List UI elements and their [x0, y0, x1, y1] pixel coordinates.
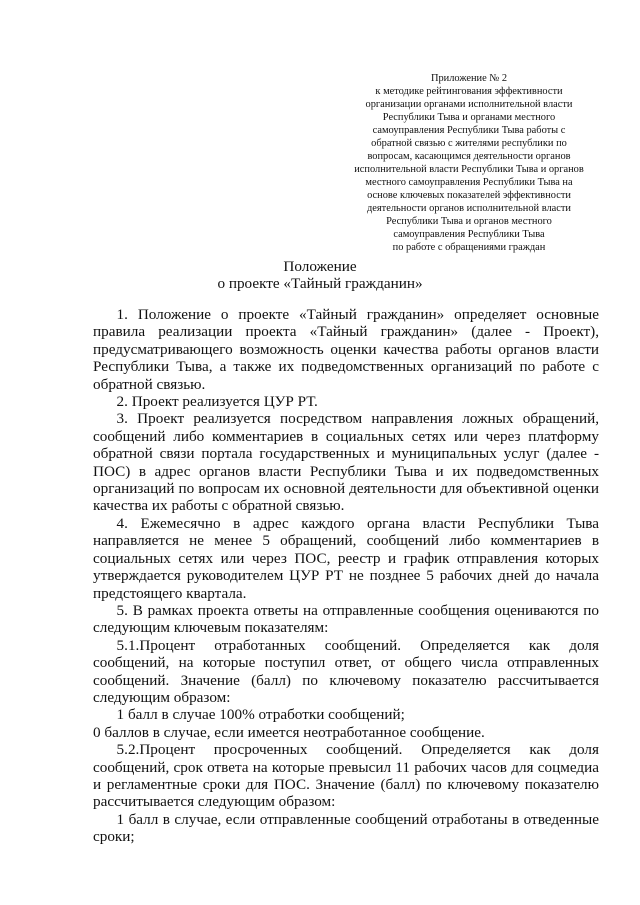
score-rule-1: 1 балл в случае 100% отработки сообщений;: [116, 706, 405, 724]
appendix-line: Приложение № 2: [430, 73, 508, 84]
appendix-line: обратной связью с жителями республики по: [371, 138, 567, 149]
paragraph-5: 5. В рамках проекта ответы на отправленные сообщения оцениваются по следующим ключевым показателям:: [93, 601, 599, 637]
paragraph-5-2: 5.2.Процент просроченных сообщений. Определяется как доля сообщений, срок ответа на которые превысил 11 рабочих часов для соцмедиа и регламентные сроки для ПОС. Значение (балл) по ключевому показателю рассчитывается следующим образом:: [93, 741, 599, 811]
appendix-line: местного самоуправления Республики Тыва на: [365, 177, 573, 188]
document-subtitle: о проекте «Тайный гражданин»: [217, 275, 423, 292]
appendix-header: [338, 72, 600, 254]
score-rule-0: 0 баллов в случае, если имеется неотработанное сообщение.: [93, 723, 485, 741]
document-title: Положение: [283, 258, 357, 275]
paragraph-5-1: 5.1.Процент отработанных сообщений. Определяется как доля сообщений, на которые поступил ответ, от общего числа отправленных сообщений. Значение (балл) по ключевому показателю рассчитывается следующим образом:: [93, 636, 599, 706]
paragraph-1: 1. Положение о проекте «Тайный гражданин» определяет основные правила реализации проекта «Тайный гражданин» (далее - Проект), предусматривающего возможность оценки качества работы органов власти Республики Тыва, а также их подведомственных организаций по работе с обратной связью.: [93, 306, 599, 393]
paragraph-2: 2. Проект реализуется ЦУР РТ.: [116, 393, 318, 411]
paragraph-3: 3. Проект реализуется посредством направления ложных обращений, сообщений либо комментариев в социальных сетях или через платформу обратной связи портала государственных и муниципальных услуг (далее - ПОС) в адрес органов власти Республики Тыва и их подведомственных организаций по вопросам их основной деятельности для объективной оценки качества их работы с обратной связью.: [93, 410, 599, 515]
appendix-line: по работе с обращениями граждан: [392, 242, 546, 253]
appendix-line: организации органами исполнительной власти: [365, 99, 573, 110]
appendix-line: Республики Тыва и органами местного: [382, 112, 556, 123]
appendix-line: к методике рейтингования эффективности: [375, 86, 563, 97]
appendix-line: вопросам, касающимся деятельности органов: [367, 151, 571, 162]
appendix-line: исполнительной власти Республики Тыва и органов: [354, 164, 584, 175]
document-title-block: [0, 258, 640, 292]
appendix-line: основе ключевых показателей эффективности: [367, 190, 571, 201]
document-body: [93, 306, 599, 846]
paragraph-4: 4. Ежемесячно в адрес каждого органа власти Республики Тыва направляется не менее 5 обращений, сообщений либо комментариев в социальных сетях или через ПОС, реестр и график отправления которых утверждается руководителем ЦУР РТ не позднее 5 рабочих дней до начала предстоящего квартала.: [93, 514, 599, 602]
score-rule-1-deadline: 1 балл в случае, если отправленные сообщений отработаны в отведенные сроки;: [93, 810, 599, 846]
appendix-line: самоуправления Республики Тыва работы с: [372, 125, 566, 136]
appendix-line: Республики Тыва и органов местного: [386, 216, 552, 227]
appendix-line: самоуправления Республики Тыва: [393, 229, 545, 240]
appendix-line: деятельности органов исполнительной власти: [367, 203, 571, 214]
